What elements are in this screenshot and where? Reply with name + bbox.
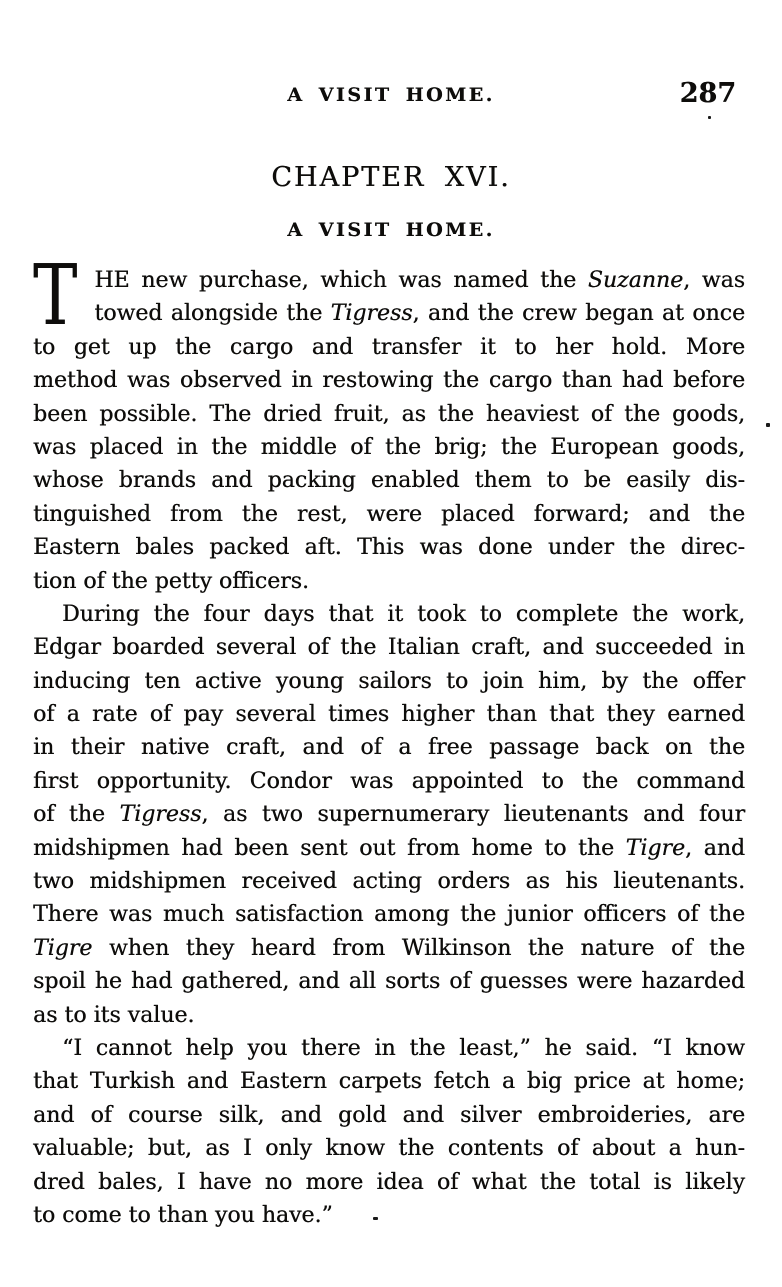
text-segment: whose brands and packing enabled them to be easily dis-	[33, 468, 745, 494]
text-line	[33, 331, 745, 364]
text-segment: tion of the petty officers.	[33, 568, 309, 594]
text-segment: and of course silk, and gold and silver embroideries, are	[33, 1102, 745, 1128]
text-line	[33, 1166, 745, 1199]
text-line	[33, 364, 745, 397]
ship-name-italic: Tigre	[33, 935, 93, 961]
text-line	[33, 431, 745, 464]
text-line	[33, 1065, 745, 1098]
text-line	[33, 398, 745, 431]
drop-cap: T	[33, 247, 78, 344]
text-segment: , was	[683, 268, 745, 293]
body-text	[33, 247, 745, 1232]
text-line	[33, 297, 745, 330]
text-segment: as to its value.	[33, 1002, 195, 1028]
text-segment: valuable; but, as I only know the contents of about a hun-	[33, 1136, 745, 1162]
text-segment: “I cannot help you there in the least,” he said. “I know	[62, 1035, 745, 1061]
page-header	[0, 78, 782, 114]
text-segment: spoil he had gathered, and all sorts of guesses were hazarded	[33, 969, 745, 995]
text-segment: During the four days that it took to complete the work,	[62, 601, 745, 627]
text-line	[33, 731, 745, 764]
text-line	[33, 965, 745, 998]
text-line	[33, 698, 745, 731]
text-line	[33, 865, 745, 898]
text-segment: , and	[685, 835, 745, 861]
text-segment: inducing ten active young sailors to join him, by the offer	[33, 668, 745, 694]
ship-name-italic: Tigre	[625, 835, 685, 861]
text-segment: first opportunity. Condor was appointed to the command	[33, 768, 745, 794]
paragraph	[33, 247, 745, 598]
text-segment: There was much satisfaction among the junior officers of the	[33, 902, 745, 928]
text-segment: method was observed in restowing the cargo than had before	[33, 368, 745, 394]
text-segment: , as two supernumerary lieutenants and four	[201, 802, 745, 828]
scan-speck	[708, 116, 711, 119]
text-line	[33, 832, 745, 865]
text-segment: of a rate of pay several times higher than that they earned	[33, 702, 745, 728]
text-line	[33, 464, 745, 497]
text-line	[33, 765, 745, 798]
chapter-heading: CHAPTER XVI.	[271, 162, 511, 193]
text-segment: towed alongside the	[94, 301, 331, 327]
text-segment: dred bales, I have no more idea of what the total is likely	[33, 1169, 745, 1195]
text-line	[33, 1032, 745, 1065]
text-line	[33, 1132, 745, 1165]
text-line	[33, 1199, 745, 1232]
text-line	[33, 932, 745, 965]
text-line	[33, 798, 745, 831]
text-segment: two midshipmen received acting orders as his lieutenants.	[33, 869, 745, 895]
text-line	[33, 631, 745, 664]
page-number: 287	[679, 78, 736, 109]
text-segment: been possible. The dried fruit, as the heaviest of the goods,	[33, 401, 745, 427]
running-head: A VISIT HOME.	[287, 84, 495, 106]
text-line	[33, 598, 745, 631]
ship-name-italic: Suzanne	[587, 268, 684, 293]
text-line	[33, 498, 745, 531]
text-segment: tinguished from the rest, were placed forward; and the	[33, 501, 745, 527]
scan-speck	[766, 423, 770, 427]
chapter-subtitle: A VISIT HOME.	[287, 219, 495, 241]
text-segment: Eastern bales packed aft. This was done under the direc-	[33, 535, 745, 561]
paragraph	[33, 1032, 745, 1232]
ship-name-italic: Tigress	[330, 301, 413, 327]
text-segment: when they heard from Wilkinson the nature of the	[92, 935, 745, 961]
text-line	[33, 665, 745, 698]
ship-name-italic: Tigress	[119, 802, 202, 828]
text-line	[33, 565, 745, 598]
text-segment: , and the crew began at once	[412, 301, 745, 327]
text-segment: to come to than you have.”	[33, 1202, 333, 1228]
text-segment: in their native craft, and of a free passage back on the	[33, 735, 745, 761]
scan-speck	[373, 1217, 378, 1220]
text-segment: to get up the cargo and transfer it to her hold. More	[33, 334, 745, 360]
text-segment: HE new purchase, which was named the	[94, 268, 588, 293]
text-segment: that Turkish and Eastern carpets fetch a big price at home;	[33, 1069, 745, 1095]
text-segment: midshipmen had been sent out from home to the	[33, 835, 626, 861]
text-line	[33, 898, 745, 931]
text-line	[33, 264, 745, 297]
text-line	[33, 531, 745, 564]
paragraph	[33, 598, 745, 1032]
text-segment: of the	[33, 802, 120, 828]
text-segment: Edgar boarded several of the Italian craft, and succeeded in	[33, 635, 745, 661]
text-line	[33, 1099, 745, 1132]
text-segment: was placed in the middle of the brig; the European goods,	[33, 434, 745, 460]
text-line	[33, 999, 745, 1032]
